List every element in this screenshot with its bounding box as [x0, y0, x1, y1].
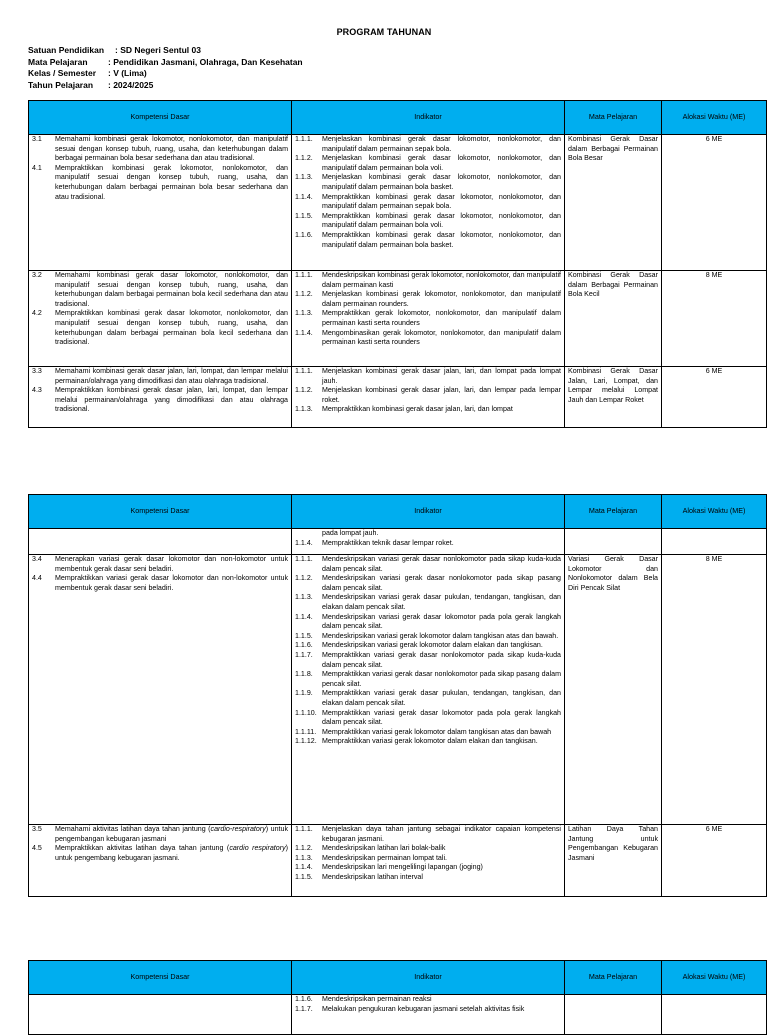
indicator-number: 1.1.1. — [295, 555, 313, 563]
indicator-item — [295, 670, 561, 689]
indicator-number: 1.1.3. — [295, 173, 313, 182]
indicator-number: 1.1.12. — [295, 737, 317, 746]
table-row — [29, 271, 767, 367]
indicator-text: Mempraktikkan kombinasi gerak dasar lokomotor, nonlokomotor, dan manipulatif dalam permainan sepak bola. — [322, 192, 561, 211]
kd-text: Memahami kombinasi gerak lokomotor, nonlokomotor, dan manipulatif sesuai dengan konsep tubuh, ruang, usaha, dan keterhubungan dalam berbagai permainan bola besar sederhana dan atau tradisional. — [55, 135, 288, 163]
header-indikator: Indikator — [292, 101, 565, 135]
table-row — [29, 367, 767, 428]
kd-number: 3.3 — [32, 367, 42, 375]
mata-pelajaran-cell: Variasi Gerak Dasar Lokomotor dan Nonlokomotor dalam Bela Diri Pencak Silat — [565, 555, 662, 825]
program-table-2 — [28, 494, 767, 897]
indicator-item — [295, 539, 561, 549]
kd-item — [32, 574, 288, 593]
indicator-number: 1.1.1. — [295, 135, 313, 143]
indicator-text: Mempraktikkan variasi gerak dasar nonlokomotor pada sikap pasang dalam pencak silat. — [322, 670, 561, 688]
kd-item — [32, 367, 288, 386]
indicator-item — [295, 271, 561, 290]
indicator-text: Mendeskripsikan variasi gerak dasar pukulan, tendangan, tangkisan, dan elakan dalam pencak silat. — [322, 593, 561, 611]
indicator-number: 1.1.4. — [295, 863, 313, 872]
indicator-text: Menjelaskan kombinasi gerak lokomotor, nonlokomotor, dan manipulatif dalam permainan rounders. — [322, 290, 561, 308]
indicator-item — [295, 367, 561, 386]
indicator-item — [295, 632, 561, 642]
indicator-item — [295, 641, 561, 651]
indicator-number: 1.1.6. — [295, 995, 313, 1003]
indicator-number: 1.1.5. — [295, 631, 313, 640]
program-table-1 — [28, 100, 767, 428]
table-row — [29, 529, 767, 555]
alokasi-waktu-cell: 8 ME — [662, 555, 767, 825]
indicator-item — [295, 651, 561, 670]
page-title: PROGRAM TAHUNAN — [336, 27, 432, 37]
indicator-number: 1.1.2. — [295, 574, 313, 583]
kd-number: 3.1 — [32, 135, 42, 143]
indicator-number: 1.1.3. — [295, 405, 313, 414]
kd-item — [32, 555, 288, 574]
meta-label: Tahun Pelajaran — [28, 79, 94, 90]
indicator-number: 1.1.10. — [295, 708, 317, 717]
indicator-number: 1.1.3. — [295, 309, 313, 318]
kd-item — [32, 164, 288, 202]
indicator-number: 1.1.1. — [295, 271, 313, 279]
kd-text: Mempraktikkan kombinasi gerak dasar jalan, lari, lompat, dan lempar melalui permainan/olahraga yang dimodifikasi dan atau olahraga tradisional. — [55, 386, 288, 414]
meta-label: Mata Pelajaran — [28, 56, 88, 67]
indicator-item — [295, 193, 561, 212]
indicator-item — [295, 873, 561, 883]
mata-pelajaran-cell — [565, 995, 662, 1035]
indicator-text: Mempraktikkan kombinasi gerak dasar lokomotor, nonlokomotor, dan manipulatif dalam permainan bola voli. — [322, 211, 561, 230]
indicator-number: 1.1.11. — [295, 727, 317, 736]
indicator-item — [295, 689, 561, 708]
header-alokasi-waktu: Alokasi Waktu (ME) — [662, 961, 767, 995]
indicator-text: Mendeskripsikan variasi gerak lokomotor dalam tangkisan atas dan bawah. — [322, 631, 559, 640]
indicator-number: 1.1.5. — [295, 211, 313, 220]
indicator-number: 1.1.8. — [295, 670, 313, 679]
kd-item — [32, 271, 288, 309]
meta-value: : SD Negeri Sentul 03 — [115, 45, 201, 55]
indicator-item — [295, 709, 561, 728]
indicator-item — [295, 863, 561, 873]
indicator-text: Mendeskripsikan variasi gerak dasar nonlokomotor pada sikap kuda-kuda dalam pencak silat. — [322, 555, 561, 573]
indicator-text: Mengombinasikan gerak lokomotor, nonlokomotor, dan manipulatif dalam permainan kasti serta rounders — [322, 328, 561, 347]
header-alokasi-waktu: Alokasi Waktu (ME) — [662, 495, 767, 529]
meta-label: Kelas / Semester — [28, 68, 97, 78]
indicator-number: 1.1.7. — [295, 1004, 313, 1013]
indicator-text: Mempraktikkan variasi gerak dasar lokomotor pada pola gerak langkah dalam pencak silat. — [322, 708, 561, 727]
kompetensi-dasar-cell — [29, 529, 292, 555]
alokasi-waktu-cell: 6 ME — [662, 367, 767, 428]
indicator-text: Mempraktikkan variasi gerak dasar nonlokomotor pada sikap kuda-kuda dalam pencak silat. — [322, 650, 561, 669]
indicator-number: 1.1.4. — [295, 328, 313, 337]
indicator-item — [295, 1005, 561, 1015]
indicator-item — [295, 329, 561, 348]
indicator-item — [295, 825, 561, 844]
header-indikator: Indikator — [292, 495, 565, 529]
table-header-row — [29, 495, 767, 529]
indicator-number: 1.1.2. — [295, 154, 313, 163]
indicator-text: Mendeskripsikan variasi gerak dasar nonlokomotor pada sikap pasang dalam pencak silat. — [322, 574, 561, 592]
kompetensi-dasar-cell — [29, 825, 292, 897]
kd-text-part: ) untuk pengembang kebugaran jasmani. — [55, 844, 289, 862]
table-row — [29, 995, 767, 1035]
kd-text: Menerapkan variasi gerak dasar lokomotor dan non-lokomotor untuk membentuk gerak dasar seni beladiri. — [55, 555, 288, 573]
kd-number: 4.5 — [32, 844, 42, 853]
indicator-item — [295, 290, 561, 309]
indicator-number: 1.1.1. — [295, 825, 313, 833]
mata-pelajaran-cell: Kombinasi Gerak Dasar dalam Berbagai Permainan Bola Kecil — [565, 271, 662, 367]
indikator-cell — [292, 529, 565, 555]
indicator-number: 1.1.9. — [295, 689, 313, 698]
indicator-item — [295, 154, 561, 173]
indicator-text: Menjelaskan kombinasi gerak dasar jalan, lari, dan lompat pada lompat jauh. — [322, 367, 561, 385]
indicator-item — [295, 173, 561, 192]
kd-number: 4.4 — [32, 574, 42, 583]
indicator-text: Mendeskripsikan variasi gerak lokomotor dalam elakan dan tangkisan. — [322, 641, 543, 650]
indicator-continuation: pada lompat jauh. — [322, 529, 379, 537]
indicator-text: Mendeskripsikan variasi gerak dasar lokomotor pada pola gerak langkah dalam pencak silat. — [322, 612, 561, 631]
meta-value: : 2024/2025 — [108, 79, 154, 90]
indicator-item — [295, 231, 561, 250]
indicator-item — [295, 613, 561, 632]
indicator-number: 1.1.4. — [295, 538, 313, 547]
kd-text — [55, 825, 288, 844]
kd-item — [32, 135, 288, 164]
indicator-item — [295, 309, 561, 328]
indicator-item — [295, 574, 561, 593]
mata-pelajaran-cell: Kombinasi Gerak Dasar dalam Berbagai Permainan Bola Besar — [565, 135, 662, 271]
header-mata-pelajaran: Mata Pelajaran — [565, 961, 662, 995]
mata-pelajaran-cell: Latihan Daya Tahan Jantung untuk Pengembangan Kebugaran Jasmani — [565, 825, 662, 897]
kd-text-part: Mempraktikkan aktivitas latihan daya tahan jantung ( — [55, 844, 230, 853]
indicator-item — [295, 844, 561, 854]
kd-item — [32, 386, 288, 415]
indicator-text: Menjelaskan kombinasi gerak dasar lokomotor, nonlokomotor, dan manipulatif dalam permainan sepak bola. — [322, 135, 561, 153]
kd-text: Mempraktikkan kombinasi gerak lokomotor, nonlokomotor, dan manipulatif sesuai dengan konsep tubuh, ruang, usaha, dan keterhubungan dalam berbagai permainan bola besar sederhana dan atau tradisional. — [55, 163, 288, 201]
indicator-item — [295, 728, 561, 738]
table-header-row — [29, 961, 767, 995]
kd-text: Mempraktikkan variasi gerak dasar lokomotor dan non-lokomotor untuk membentuk gerak dasar seni beladiri. — [55, 574, 288, 592]
kd-text: Memahami kombinasi gerak dasar lokomotor, nonlokomotor, dan manipulatif sesuai dengan konsep tubuh, ruang, usaha, dan keterhubungan dalam berbagai permainan bola kecil sederhana dan atau tradisional. — [55, 271, 288, 308]
indicator-number: 1.1.3. — [295, 853, 313, 862]
kd-text: Memahami kombinasi gerak dasar jalan, lari, lompat, dan lempar melalui permainan/olahraga yang dimodifkasi dan atau olahraga tradisional. — [55, 367, 288, 385]
table-header-row — [29, 101, 767, 135]
indicator-text: Mendeskripsikan kombinasi gerak lokomotor, nonlokomotor, dan manipulatif dalam permainan kasti — [322, 271, 561, 289]
indicator-item — [295, 135, 561, 154]
table-row — [29, 555, 767, 825]
mata-pelajaran-cell: Kombinasi Gerak Dasar Jalan, Lari, Lompat, dan Lempar melalui Lompat Jauh dan Lempar Roket — [565, 367, 662, 428]
indicator-text: Mendeskripsikan permainan lompat tali. — [322, 853, 447, 862]
kd-text-italic: cardio-respiratory — [210, 825, 266, 833]
indicator-text: Mempraktikkan kombinasi gerak dasar lokomotor, nonlokomotor, dan manipulatif dalam permainan bola basket. — [322, 230, 561, 249]
table-row — [29, 825, 767, 897]
indikator-cell — [292, 995, 565, 1035]
alokasi-waktu-cell: 6 ME — [662, 825, 767, 897]
kd-text: Mempraktikkan kombinasi gerak dasar lokomotor, nonlokomotor, dan manipulatif sesuai dengan konsep tubuh, ruang, usaha, dan keterhubungan dalam berbagai permainan bola kecil sederhana dan tradisional. — [55, 309, 288, 347]
alokasi-waktu-cell: 6 ME — [662, 135, 767, 271]
kd-text — [55, 844, 288, 863]
header-mata-pelajaran: Mata Pelajaran — [565, 495, 662, 529]
indicator-text: Mendeskripsikan latihan lari bolak-balik — [322, 844, 446, 853]
indikator-cell — [292, 825, 565, 897]
kd-number: 3.2 — [32, 271, 42, 279]
meta-value: : Pendidikan Jasmani, Olahraga, Dan Kesehatan — [108, 56, 303, 67]
indicator-text: Mempraktikkan gerak lokomotor, nonlokomotor, dan manipulatif dalam permainan kasti serta rounders — [322, 309, 561, 327]
indicator-text: Mempraktikkan kombinasi gerak dasar jalan, lari, dan lompat — [322, 405, 513, 414]
indicator-number: 1.1.2. — [295, 290, 313, 299]
indicator-text: Mendeskripsikan permainan reaksi — [322, 995, 432, 1003]
kd-number: 3.5 — [32, 825, 42, 833]
kompetensi-dasar-cell — [29, 135, 292, 271]
kompetensi-dasar-cell — [29, 995, 292, 1035]
indicator-text: Menjelaskan kombinasi gerak dasar lokomotor, nonlokomotor, dan manipulatif dalam permainan bola voli. — [322, 154, 561, 172]
kd-number: 4.3 — [32, 386, 42, 395]
indicator-text: Mempraktikkan variasi gerak lokomotor dalam elakan dan tangkisan. — [322, 737, 538, 746]
indicator-text: Mendeskripsikan lari mengelilingi lapangan (joging) — [322, 863, 483, 872]
indicator-number: 1.1.3. — [295, 593, 313, 602]
indicator-number: 1.1.1. — [295, 367, 313, 375]
indicator-number: 1.1.4. — [295, 612, 313, 621]
meta-value: : V (Lima) — [108, 68, 147, 78]
indicator-number: 1.1.4. — [295, 192, 313, 201]
table-row — [29, 135, 767, 271]
indikator-cell — [292, 135, 565, 271]
header-alokasi-waktu: Alokasi Waktu (ME) — [662, 101, 767, 135]
indicator-item — [295, 386, 561, 405]
kd-text-part: Memahami aktivitas latihan daya tahan jantung ( — [55, 825, 211, 833]
indicator-text: Mempraktikkan variasi gerak lokomotor dalam tangkisan atas dan bawah — [322, 727, 552, 736]
mata-pelajaran-cell — [565, 529, 662, 555]
indicator-text: Mempraktikkan teknik dasar lempar roket. — [322, 538, 454, 547]
indicator-number: 1.1.2. — [295, 386, 313, 395]
indicator-item — [295, 405, 561, 415]
indikator-cell — [292, 555, 565, 825]
indicator-item — [295, 593, 561, 612]
indicator-item — [295, 995, 561, 1005]
meta-label: Satuan Pendidikan — [28, 45, 105, 55]
indicator-item — [295, 212, 561, 231]
header-kompetensi-dasar: Kompetensi Dasar — [29, 495, 292, 529]
kd-number: 3.4 — [32, 555, 42, 563]
indicator-text: Menjelaskan kombinasi gerak dasar jalan, lari, dan lempar pada lempar roket. — [322, 386, 561, 404]
indicator-number: 1.1.6. — [295, 641, 313, 650]
indicator-item — [295, 555, 561, 574]
kd-number: 4.2 — [32, 309, 42, 318]
kompetensi-dasar-cell — [29, 555, 292, 825]
kd-text-part: ) untuk pengembangan kebugaran jasmani — [55, 825, 288, 843]
alokasi-waktu-cell — [662, 529, 767, 555]
indikator-cell — [292, 271, 565, 367]
kompetensi-dasar-cell — [29, 367, 292, 428]
indicator-item — [295, 854, 561, 864]
kd-text-italic: cardio respiratory — [229, 844, 286, 853]
indicator-number: 1.1.7. — [295, 650, 313, 659]
alokasi-waktu-cell — [662, 995, 767, 1035]
kd-item — [32, 309, 288, 347]
indicator-text: Menjelaskan daya tahan jantung sebagai indikator capaian kompetensi kebugaran jasmani. — [322, 825, 561, 843]
indicator-item — [295, 737, 561, 747]
header-indikator: Indikator — [292, 961, 565, 995]
indicator-number: 1.1.2. — [295, 844, 313, 853]
kompetensi-dasar-cell — [29, 271, 292, 367]
indicator-text: Mempraktikkan variasi gerak dasar pukulan, tendangan, tangkisan, dan elakan dalam pencak silat. — [322, 689, 561, 707]
indicator-number: 1.1.6. — [295, 230, 313, 239]
header-kompetensi-dasar: Kompetensi Dasar — [29, 961, 292, 995]
indicator-number: 1.1.5. — [295, 872, 313, 881]
kd-item — [32, 844, 288, 863]
kd-item — [32, 825, 288, 844]
indikator-cell — [292, 367, 565, 428]
indicator-text: Mendeskripsikan latihan interval — [322, 872, 423, 881]
header-kompetensi-dasar: Kompetensi Dasar — [29, 101, 292, 135]
indicator-text: Melakukan pengukuran kebugaran jasmani setelah aktivitas fisik — [322, 1004, 525, 1013]
alokasi-waktu-cell: 8 ME — [662, 271, 767, 367]
indicator-text: Menjelaskan kombinasi gerak dasar lokomotor, nonlokomotor, dan manipulatif dalam permainan bola basket. — [322, 173, 561, 191]
kd-number: 4.1 — [32, 163, 42, 172]
header-mata-pelajaran: Mata Pelajaran — [565, 101, 662, 135]
